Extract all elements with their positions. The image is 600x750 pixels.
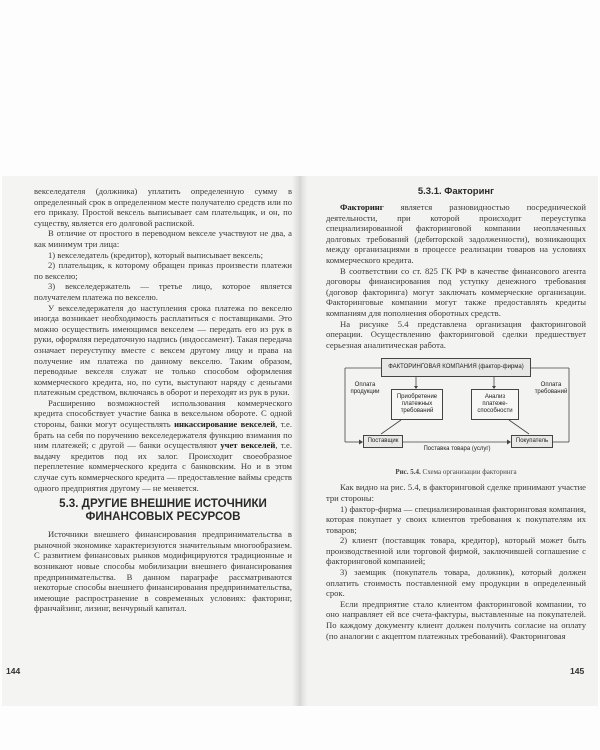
list-item: 3) заемщик (покупатель товара, должник), который должен оплатить стоимость поставленной ему продукции в определенный срок.: [326, 567, 586, 599]
figure-caption: [326, 468, 586, 476]
paragraph: В отличие от простого в переводном векселе участвуют не два, а как минимум три лица:: [34, 228, 292, 249]
list-item: 3) векселедержатель — третье лицо, которое является получателем платежа по векселю.: [34, 281, 292, 302]
left-page-text: [34, 186, 292, 614]
requirements-payment-label: Оплата требований: [534, 382, 568, 396]
text-run: , т.е. выдачу кредитов под их залог. Происходит своеобразное переплетение коммерческого кредита с банковским. Но и в этом случае суть коммерческого кредита — предоставление ваймы средств одного предприятия другому — не меняется.: [34, 440, 292, 493]
right-page-text: [326, 186, 586, 641]
list-item: 1) фактор-фирма — специализированная факторинговая компания, которая покупает у своих клиентов требования к покупателям их товаров;: [326, 503, 586, 535]
caption-number: Рис. 5.4.: [395, 468, 421, 477]
list-item: 2) клиент (поставщик товара, кредитор), который может быть производственной или торговой фирмой, заключившей соглашение с факторинговой компанией;: [326, 535, 586, 567]
term-bold: Факторинг: [340, 202, 384, 212]
text-run: является разновидностью посреднической деятельности, при которой происходит переуступка специализированной факторинговой компании неоплаченных долговых требований (дебиторской задолженности), возникающих между организациями в процессе реализации товаров на условиях коммерческого кредита.: [326, 202, 586, 265]
section-heading: 5.3. ДРУГИЕ ВНЕШНИЕ ИСТОЧНИКИ ФИНАНСОВЫХ РЕСУРСОВ: [59, 497, 267, 524]
list-item: 1) векселедатель (кредитор), который выписывает вексель;: [48, 249, 263, 260]
text-run: Расширению возможностей использования коммерческого кредита способствует участие банка в вексельном обороте. С одной стороны, банки могут осуществлять: [34, 397, 292, 430]
paragraph: Источники внешнего финансирования предпринимательства в рыночной экономике характеризуются значительным многообразием. С развитием финансовых рынков модифицируются традиционные и возникают новые способы мобилизации внешнего финансирования предпринимательства. В данном параграфе рассматриваются некоторые способы внешнего финансирования предпринимательства, имеющие распространение в современных условиях: факторинг, франчайзинг, лизинг, венчурный капитал.: [34, 529, 292, 614]
paragraph: На рисунке 5.4 представлена организация факторинговой операции. Осуществлению факторинговой сделки предшествует серьезная аналитическая работа.: [326, 318, 586, 350]
caption-text: Схема организации факторинга: [420, 468, 517, 477]
text-run: , т.е. брать на себя по поручению векселедержателя функцию взимания по ним платежей; с другой — банки осуществляют: [34, 419, 292, 451]
buyer-box: Покупатель: [511, 435, 553, 448]
paragraph: [34, 398, 292, 493]
purchase-requirements-box: Приобретение платежных требований: [391, 389, 443, 420]
term-bold: учет векселей: [220, 440, 276, 451]
factoring-company-box: ФАКТОРИНГОВАЯ КОМПАНИЯ (фактор-фирма): [381, 358, 531, 377]
page-number: 144: [6, 666, 21, 676]
book-gutter: [292, 176, 308, 706]
factoring-diagram: [341, 354, 571, 466]
paragraph: У векселедержателя до наступления срока платежа по векселю иногда возникает необходимость расплатиться с поставщиками. Это можно осуществить имеющимся векселем — передать его из рук в руки, оформляя передаточную надпись (индоссамент). Такая передача означает переуступку вместе с вексем другому лицу и права на получение им платежа по данному векселю. Таким образом, переводные векселя служат не только способом оформления коммерческого кредита, но, по сути, выступают наряду с деньгами платежным средством, включаясь в оборот и переходят из рук в руки.: [34, 302, 292, 398]
subsection-heading: 5.3.1. Факторинг: [417, 186, 495, 197]
right-page: [300, 176, 598, 706]
goods-delivery-label: Поставка товара (услуг): [423, 446, 491, 453]
paragraph: Если предприятие стало клиентом факторинговой компании, то оно направляет ей все счета-фактуры, выставленные на покупателей. По каждому документу клиент должен получить согласие на оплату (по аналогии с акцептом платежных требований). Факторинговая: [326, 598, 586, 641]
left-page: [2, 176, 300, 706]
product-payment-label: Оплата продукции: [350, 382, 380, 396]
paragraph: векселедателя (должника) уплатить определенную сумму в определенный срок в определенном месте получателю средств или по его приказу. Простой вексель выписывает сам плательщик, и он, по существу, является его долговой распиской.: [34, 186, 292, 228]
solvency-analysis-box: Анализ платеже-способности: [471, 389, 519, 420]
paragraph: Как видно на рис. 5.4, в факторинговой сделке принимают участие три стороны:: [326, 482, 586, 503]
list-item: 2) плательщик, к которому обращен приказ произвести платежи по векселю;: [34, 260, 292, 281]
paragraph: [326, 202, 586, 266]
supplier-box: Поставщик: [363, 435, 403, 448]
term-bold: инкассирование векселей: [174, 419, 276, 430]
paragraph: В соответствии со ст. 825 ГК РФ в качестве финансового агента договоры финансирования под уступку денежного требования (договор факторинга) могут заключать коммерческие организации. Факторинговые компании могут также предоставлять кредиты компаниям для пополнения оборотных средств.: [326, 265, 586, 318]
page-number: 145: [570, 666, 585, 676]
